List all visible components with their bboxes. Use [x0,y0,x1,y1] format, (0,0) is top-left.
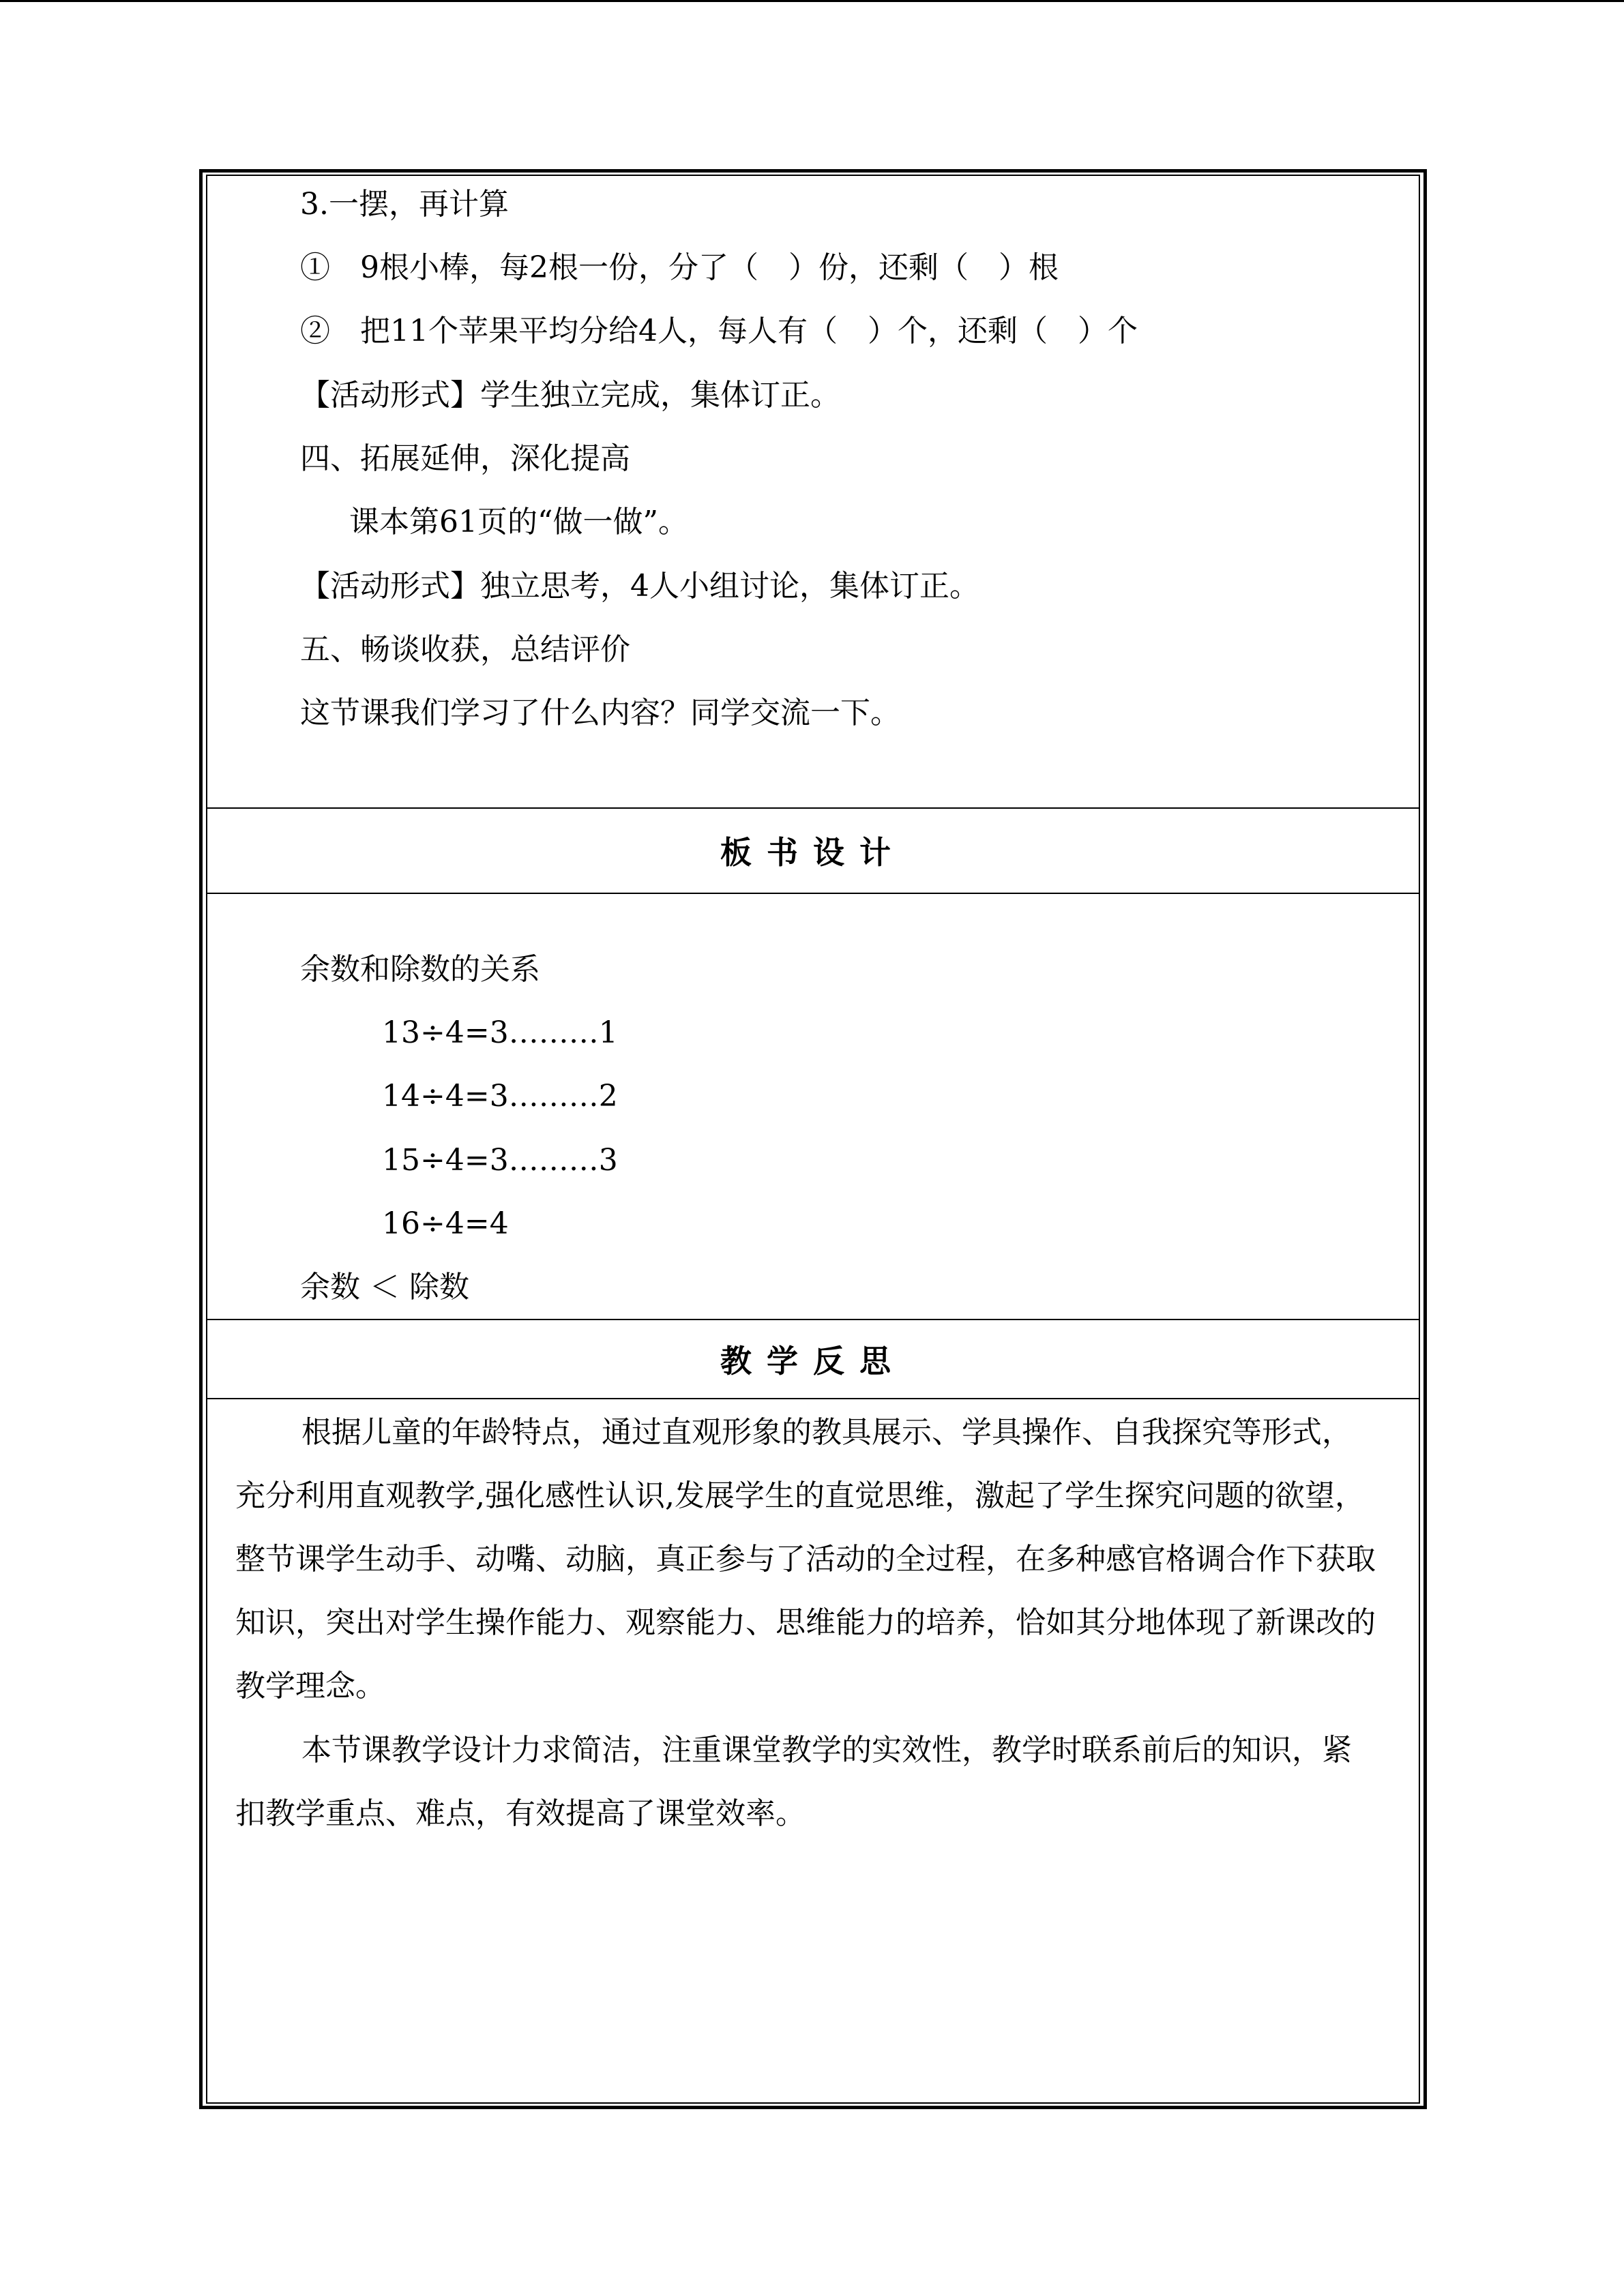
page-top-rule [0,0,1624,2]
board-design-heading: 板书设计 [720,834,906,871]
board-equation: 14÷4=3………2 [382,1079,618,1114]
board-equation: 16÷4=4 [382,1206,509,1241]
activity-form-2: 【活动形式】独立思考，4人小组讨论，集体订正。 [300,569,979,603]
item-3-title: 3.一摆，再计算 [300,187,509,222]
section-4-title: 四、拓展延伸，深化提高 [300,441,630,476]
reflection-heading: 教学反思 [720,1343,906,1380]
board-equation: 13÷4=3………1 [382,1015,618,1050]
activity-form-1: 【活动形式】学生独立完成，集体订正。 [300,378,840,413]
reflection-paragraph-1: 根据儿童的年龄特点，通过直观形象的教具展示、学具操作、自我探究等形式，充分利用直观教学,强化感性认识,发展学生的直觉思维，激起了学生探究问题的欲望，整节课学生动手、动嘴、动脑，真正参与了活动的全过程，在多种感官格调合作下获取知识，突出对学生操作能力、观察能力、思维能力的培养，恰如其分地体现了新课改的教学理念。 [235,1415,1376,1703]
board-design-title: 余数和除数的关系 [300,952,540,987]
row-divider [206,1319,1420,1320]
board-equation: 15÷4=3………3 [382,1143,618,1178]
row-divider [206,893,1420,894]
row-divider [206,1398,1420,1399]
section-5-title: 五、畅谈收获，总结评价 [300,632,630,667]
section-4-text: 课本第61页的“做一做”。 [349,505,688,539]
row-divider [206,807,1420,809]
board-conclusion: 余数 ＜ 除数 [300,1270,469,1304]
reflection-paragraph-2: 本节课教学设计力求简洁，注重课堂教学的实效性，教学时联系前后的知识，紧扣教学重点、难点，有效提高了课堂效率。 [235,1733,1352,1831]
section-5-text: 这节课我们学习了什么内容？同学交流一下。 [300,696,900,730]
item-3-question-1: ① 9根小棒，每2根一份，分了（ ）份，还剩（ ）根 [300,250,1059,285]
item-3-question-2: ② 把11个苹果平均分给4人，每人有（ ）个，还剩（ ）个 [300,314,1138,348]
